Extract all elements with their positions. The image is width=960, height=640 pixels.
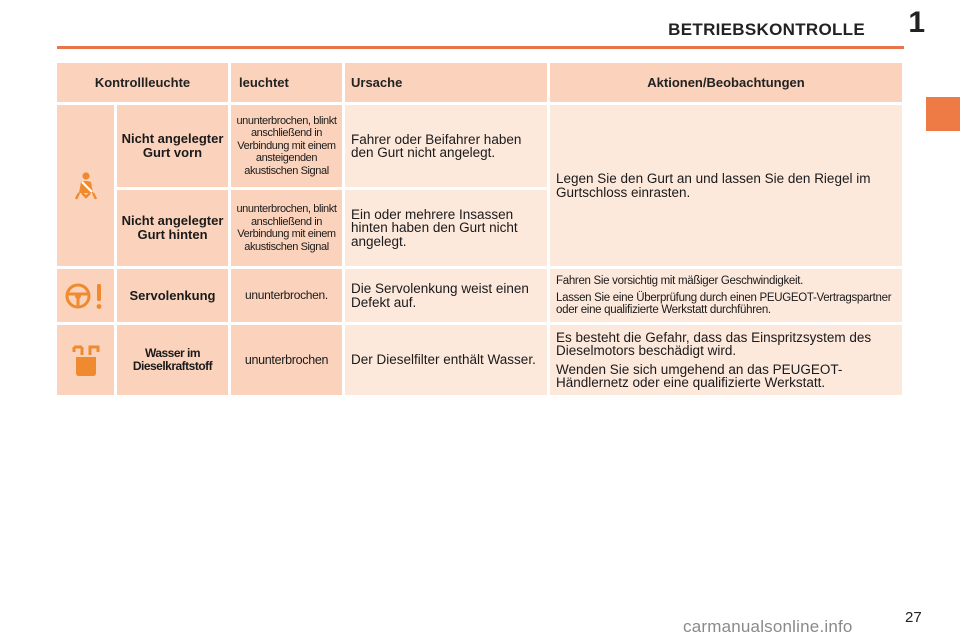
chapter-tab[interactable] (926, 97, 960, 131)
servolenkung-icon-cell (57, 269, 114, 322)
table-header-row (57, 63, 902, 102)
row-leuchtet-gurt-vorn: ununterbrochen, blinkt anschließend in Verbindung mit einem ansteigenden akustischen Signal (231, 105, 342, 187)
row-aktion-wasser (550, 325, 902, 395)
row-aktion-gurt: Legen Sie den Gurt an und lassen Sie den Riegel im Gurtschloss einrasten. (550, 105, 902, 266)
wasser-icon-cell (57, 325, 114, 395)
power-steering-warning-icon (63, 281, 109, 311)
row-ursache-gurt-hinten: Ein oder mehrere Insassen hinten haben den Gurt nicht angelegt. (345, 190, 547, 266)
aktion-text: Fahren Sie vorsichtig mit mäßiger Geschwindigkeit. (556, 275, 804, 287)
row-ursache-gurt-vorn: Fahrer oder Beifahrer haben den Gurt nicht angelegt. (345, 105, 547, 187)
header-aktionen: Aktionen/Beobachtungen (550, 63, 902, 102)
aktion-text: Es besteht die Gefahr, dass das Einspritzsystem des Dieselmotors beschädigt wird. (556, 329, 872, 358)
table-row (57, 105, 902, 187)
row-ursache-servolenkung: Die Servolenkung weist einen Defekt auf. (345, 269, 547, 322)
chapter-number: 1 (908, 6, 925, 39)
header-ursache: Ursache (345, 63, 547, 102)
row-name-wasser: Wasser im Dieselkraftstoff (117, 325, 228, 395)
seatbelt-icon-cell (57, 105, 114, 266)
row-name-gurt-hinten: Nicht angelegter Gurt hinten (117, 190, 228, 266)
header-kontrollleuchte: Kontrollleuchte (57, 63, 228, 102)
table-row (57, 325, 902, 395)
row-name-gurt-vorn: Nicht angelegter Gurt vorn (117, 105, 228, 187)
row-leuchtet-gurt-hinten: ununterbrochen, blinkt anschließend in Verbindung mit einem akustischen Signal (231, 190, 342, 266)
page-header (0, 0, 960, 50)
header-leuchtet: leuchtet (231, 63, 342, 102)
seatbelt-warning-icon (73, 171, 99, 201)
watermark: carmanualsonline.info (683, 617, 853, 636)
row-name-servolenkung: Servolenkung (117, 269, 228, 322)
table-row (57, 269, 902, 322)
row-leuchtet-servolenkung: ununterbrochen. (231, 269, 342, 322)
warning-lamp-table (57, 63, 902, 395)
row-ursache-wasser: Der Dieselfilter enthält Wasser. (345, 325, 547, 395)
section-title: BETRIEBSKONTROLLE (668, 20, 865, 39)
aktion-text: Wenden Sie sich umgehend an das PEUGEOT-Händlernetz oder eine qualifizierte Werkstatt. (556, 361, 843, 390)
water-in-diesel-icon (71, 343, 101, 377)
header-rule (57, 46, 904, 49)
aktion-text: Lassen Sie eine Überprüfung durch einen PEUGEOT-Vertragspartner oder eine qualifizierte Werkstatt durchführen. (556, 292, 892, 316)
row-leuchtet-wasser: ununterbrochen (231, 325, 342, 395)
page-number: 27 (905, 609, 922, 626)
row-aktion-servolenkung (550, 269, 902, 322)
